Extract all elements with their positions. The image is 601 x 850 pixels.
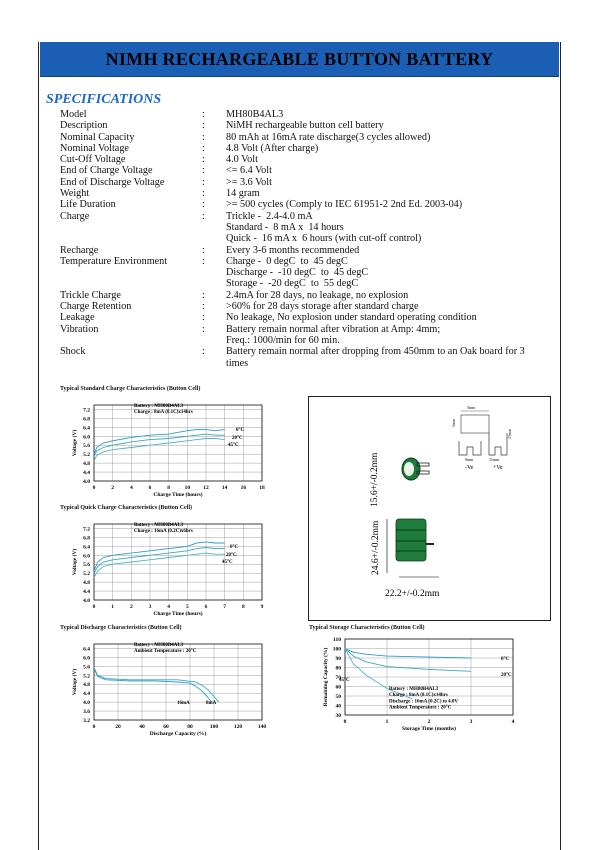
spec-value (226, 199, 550, 210)
chart-storage (309, 632, 550, 742)
x-tick-label: 6 (204, 604, 208, 610)
series-label: 45°C (222, 560, 233, 565)
x-tick-label: 120 (233, 724, 243, 730)
x-tick-label: 3 (469, 719, 473, 725)
series-label: 0°C (230, 545, 239, 550)
spec-row (60, 120, 550, 131)
spec-value (226, 256, 550, 290)
x-tick-label: 4 (129, 485, 133, 491)
spec-value-line: >= 3.6 Volt (226, 176, 272, 188)
spec-value (226, 324, 550, 347)
spec-label: Charge (60, 210, 90, 222)
spec-separator: : (202, 154, 205, 166)
y-tick-label: 4.4 (83, 589, 90, 596)
y-tick-label: 6.0 (83, 553, 90, 560)
dim-top-width: 5mm (467, 405, 476, 410)
x-tick-label: 7 (223, 604, 227, 610)
x-tick-label: 12 (203, 485, 209, 491)
y-tick-label: 5.6 (83, 562, 90, 569)
spec-separator: : (202, 176, 205, 188)
y-tick-label: 4.0 (83, 598, 90, 604)
y-axis-label: Remaining Capacity (%) (323, 647, 329, 707)
spec-row (60, 109, 550, 120)
spec-value (226, 165, 550, 176)
spec-value-line: >60% for 28 days storage after standard charge (226, 301, 419, 313)
x-tick-label: 60 (163, 724, 169, 730)
series-line-1 (94, 668, 219, 703)
x-tick-label: 2 (129, 604, 133, 610)
series-line-0 (94, 430, 225, 455)
spec-label: Vibration (60, 323, 99, 335)
spec-separator: : (202, 109, 205, 120)
y-tick-label: 40 (335, 703, 341, 710)
terminal-sketch (451, 405, 512, 471)
y-tick-label: 6.0 (83, 434, 90, 441)
y-tick-label: 4.0 (83, 700, 90, 707)
y-tick-label: 4.8 (83, 461, 90, 468)
chart-annotation: Battery : MH80B4AL3 (134, 523, 184, 528)
spec-row (60, 154, 550, 165)
y-tick-label: 6.4 (83, 544, 90, 551)
x-tick-label: 9 (260, 604, 264, 610)
spec-value-line: 80 mAh at 16mA rate discharge(3 cycles allowed) (226, 131, 431, 143)
series-label: 45°C (339, 678, 350, 683)
spec-label: Nominal Capacity (60, 131, 135, 143)
spec-row (60, 256, 550, 290)
spec-label: Nominal Voltage (60, 142, 129, 154)
spec-value (226, 120, 550, 131)
y-tick-label: 5.2 (83, 452, 90, 459)
x-tick-label: 0 (92, 604, 96, 610)
x-tick-label: 8 (241, 604, 245, 610)
y-tick-label: 60 (335, 684, 341, 691)
y-tick-label: 4.4 (83, 691, 90, 698)
spec-label: Charge Retention (60, 301, 132, 313)
spec-separator: : (202, 289, 205, 301)
y-tick-label: 5.6 (83, 664, 90, 671)
spec-separator: : (202, 244, 205, 256)
y-tick-label: 30 (335, 713, 341, 719)
spec-separator: : (202, 142, 205, 154)
x-tick-label: 14 (221, 485, 228, 491)
series-line-0 (345, 649, 471, 659)
x-tick-label: 2 (111, 485, 115, 491)
x-axis-label: Charge Time (hours) (153, 611, 203, 617)
spec-row (60, 312, 550, 323)
spec-value (226, 211, 550, 245)
spec-value-line: 4.8 Volt (After charge) (226, 142, 319, 154)
spec-row (60, 188, 550, 199)
series-line-1 (345, 649, 471, 672)
series-label: 20°C (226, 553, 237, 558)
y-tick-label: 5.6 (83, 443, 90, 450)
y-tick-label: 50 (335, 694, 341, 700)
y-tick-label: 3.2 (83, 718, 90, 724)
negative-terminal-label: -Ve (465, 465, 474, 471)
spec-label: Trickle Charge (60, 289, 121, 301)
page-title: NIMH RECHARGEABLE BUTTON BATTERY (105, 49, 494, 69)
spec-label: Cut-Off Voltage (60, 154, 126, 166)
chart-annotation: Charge : 8mA (0.1C)x14hrs (134, 410, 193, 416)
spec-label: Life Duration (60, 199, 116, 211)
series-label: 0°C (236, 428, 245, 433)
y-tick-label: 5.2 (83, 571, 90, 578)
spec-value-line: No leakage, No explosion under standard operating condition (226, 312, 477, 324)
x-tick-label: 1 (385, 719, 389, 725)
y-tick-label: 6.8 (83, 535, 90, 542)
series-line-1 (94, 548, 225, 574)
spec-row (60, 143, 550, 154)
chart-title-storage: Typical Storage Characteristics (Button Cell) (309, 625, 425, 631)
spec-value-line: 4.0 Volt (226, 154, 258, 166)
spec-value-line: Standard - 8 mA x 14 hours (226, 221, 344, 233)
spec-value (226, 301, 550, 312)
x-tick-label: 1 (111, 604, 115, 610)
chart-title-discharge: Typical Discharge Characteristics (Button Cell) (60, 625, 182, 631)
spec-row (60, 324, 550, 347)
battery-stack-icon (396, 519, 434, 561)
chart-annotation: Discharge : 16mA (0.2C) to 4.0V (389, 699, 459, 705)
y-tick-label: 70 (335, 675, 341, 681)
x-tick-label: 8 (167, 485, 171, 491)
x-tick-label: 5 (185, 604, 189, 610)
chart-annotation: Charge : 16mA (0.2C)x6hrs (134, 529, 193, 535)
spec-row (60, 165, 550, 176)
dim-side-height: 5mm (451, 418, 456, 427)
y-axis-label: Voltage (V) (72, 429, 78, 457)
x-tick-label: 140 (257, 724, 267, 730)
spec-value (226, 132, 550, 143)
spec-value-line: MH80B4AL3 (226, 109, 284, 120)
x-tick-label: 4 (167, 604, 171, 610)
spec-label: Recharge (60, 244, 99, 256)
title-banner (40, 42, 559, 77)
spec-label: Description (60, 120, 108, 132)
spec-row (60, 346, 550, 369)
x-tick-label: 80 (187, 724, 193, 730)
spec-value-line: Battery remain normal after vibration at Amp: 4mm; (226, 323, 441, 335)
spec-separator: : (202, 188, 205, 200)
spec-separator: : (202, 323, 205, 335)
series-line-2 (94, 439, 225, 461)
spec-value (226, 290, 550, 301)
y-tick-label: 100 (332, 646, 341, 653)
series-label: 45°C (228, 443, 239, 448)
specifications-table (60, 109, 550, 369)
spec-row (60, 301, 550, 312)
spec-label: Shock (60, 346, 86, 358)
spec-value (226, 312, 550, 323)
spec-value (226, 245, 550, 256)
spec-value (226, 177, 550, 188)
plot-frame (94, 524, 262, 600)
y-axis-label: Voltage (V) (72, 668, 78, 696)
series-line-2 (94, 553, 225, 578)
y-tick-label: 90 (335, 656, 341, 662)
chart-annotation: Battery : MH80B4AL3 (134, 404, 184, 409)
spec-value-line: NiMH rechargeable button cell battery (226, 120, 384, 132)
y-tick-label: 6.8 (83, 416, 90, 423)
x-tick-label: 40 (139, 724, 145, 730)
spec-value-line: times (226, 357, 249, 369)
spec-row (60, 290, 550, 301)
spec-separator: : (202, 210, 205, 222)
positive-terminal-label: +Ve (493, 465, 503, 471)
chart-annotation: Ambient Temperature : 20°C (389, 705, 452, 711)
spec-separator: : (202, 199, 205, 211)
series-label: 0°C (501, 657, 510, 662)
page-frame-left (38, 42, 39, 850)
series-label: 20°C (501, 673, 512, 678)
x-tick-label: 0 (343, 719, 347, 725)
chart-annotation: Battery : MH80B4AL3 (134, 643, 184, 648)
spec-separator: : (202, 346, 205, 358)
spec-row (60, 132, 550, 143)
spec-value-line: Storage - -20 degC to 55 degC (226, 278, 359, 290)
chart-annotation: Battery : MH80B4AL3 (389, 687, 439, 692)
chart-title-quick-charge: Typical Quick Charge Characteristics (Button Cell) (60, 505, 193, 511)
spec-value-line: Battery remain normal after dropping from 450mm to an Oak board for 3 (226, 346, 525, 358)
spec-value-line: <= 6.4 Volt (226, 165, 272, 177)
x-axis-label: Discharge Capacity (%) (149, 731, 207, 737)
chart-annotation: Ambient Temperature : 20°C (134, 649, 197, 655)
x-tick-label: 3 (148, 604, 152, 610)
spec-value (226, 143, 550, 154)
spec-value-line: Charge - 0 degC to 45 degC (226, 255, 348, 267)
spec-value (226, 109, 550, 120)
spec-value-line: Quick - 16 mA x 6 hours (with cut-off control) (226, 233, 422, 245)
spec-separator: : (202, 165, 205, 177)
x-tick-label: 0 (92, 724, 96, 730)
dim-right-pin: 11mm (489, 457, 500, 462)
spec-label: Leakage (60, 312, 95, 324)
dim-diameter-label: 15.6+/-0.2mm (370, 452, 380, 507)
spec-value-line: 2.4mA for 28 days, no leakage, no explosion (226, 289, 409, 301)
spec-value-line: Every 3-6 months recommended (226, 244, 360, 256)
spec-label: Temperature Environment (60, 255, 168, 267)
spec-separator: : (202, 120, 205, 132)
y-tick-label: 110 (333, 637, 341, 643)
y-tick-label: 6.0 (83, 655, 90, 662)
x-tick-label: 2 (427, 719, 431, 725)
y-tick-label: 4.4 (83, 470, 90, 477)
y-tick-label: 6.4 (83, 646, 90, 653)
spec-separator: : (202, 131, 205, 143)
series-label: 8mA (206, 701, 217, 706)
spec-separator: : (202, 255, 205, 267)
x-tick-label: 20 (115, 724, 121, 730)
page-frame-right (560, 42, 561, 850)
chart-discharge (60, 632, 301, 742)
spec-value-line: Discharge - -10 degC to 45 degC (226, 267, 369, 279)
spec-value (226, 346, 550, 369)
spec-row (60, 199, 550, 210)
dim-width-label: 22.2+/-0.2mm (385, 589, 440, 599)
x-tick-label: 10 (184, 485, 191, 491)
x-tick-label: 4 (511, 719, 515, 725)
y-tick-label: 4.8 (83, 580, 90, 587)
spec-label: End of Charge Voltage (60, 165, 153, 177)
y-tick-label: 4.0 (83, 479, 90, 485)
y-axis-label: Voltage (V) (72, 548, 78, 576)
dimension-drawing-panel (308, 396, 551, 621)
series-label: 20°C (232, 436, 243, 441)
y-tick-label: 80 (335, 665, 341, 672)
spec-value-line: Trickle - 2.4-4.0 mA (226, 210, 313, 222)
specifications-heading: SPECIFICATIONS (46, 92, 162, 107)
y-tick-label: 3.6 (83, 709, 90, 716)
chart-quick-charge (60, 512, 301, 622)
spec-value-line: >= 500 cycles (Comply to IEC 61951-2 2nd Ed. 2003-04) (226, 199, 463, 211)
x-tick-label: 6 (148, 485, 152, 491)
x-tick-label: 18 (259, 485, 265, 491)
spec-label: Model (60, 109, 87, 120)
spec-value (226, 188, 550, 199)
spec-value-line: 14 gram (226, 188, 260, 200)
x-tick-label: 0 (92, 485, 96, 491)
chart-title-standard-charge: Typical Standard Charge Characteristics (Button Cell) (60, 386, 201, 392)
spec-label: Weight (60, 188, 90, 200)
spec-row (60, 177, 550, 188)
y-tick-label: 5.2 (83, 673, 90, 680)
y-tick-label: 4.8 (83, 682, 90, 689)
series-label: 16mA (177, 701, 190, 706)
chart-grid (94, 524, 262, 600)
spec-row (60, 211, 550, 245)
chart-standard-charge (60, 393, 301, 503)
single-cell-icon (402, 458, 429, 480)
spec-separator: : (202, 312, 205, 324)
spec-row (60, 245, 550, 256)
spec-separator: : (202, 301, 205, 313)
dim-height-label: 24.6+/-0.2mm (371, 520, 381, 575)
chart-annotation: Charge : 8mA (0.1C)x14hrs (389, 693, 448, 699)
y-tick-label: 7.2 (83, 526, 90, 533)
y-tick-label: 6.4 (83, 425, 90, 432)
x-tick-label: 16 (240, 485, 247, 491)
dimension-drawing (309, 397, 550, 620)
x-tick-label: 100 (209, 724, 219, 730)
x-axis-label: Charge Time (hours) (153, 492, 203, 498)
spec-value (226, 154, 550, 165)
x-axis-label: Storage Time (months) (402, 726, 456, 732)
spec-value-line: Freq.: 1000/min for 60 min. (226, 334, 340, 346)
dim-left-pin: 9mm (465, 457, 474, 462)
dim-side: 13mm (507, 428, 512, 439)
y-tick-label: 7.2 (83, 407, 90, 414)
series-line-0 (94, 669, 212, 703)
spec-label: End of Discharge Voltage (60, 176, 165, 188)
